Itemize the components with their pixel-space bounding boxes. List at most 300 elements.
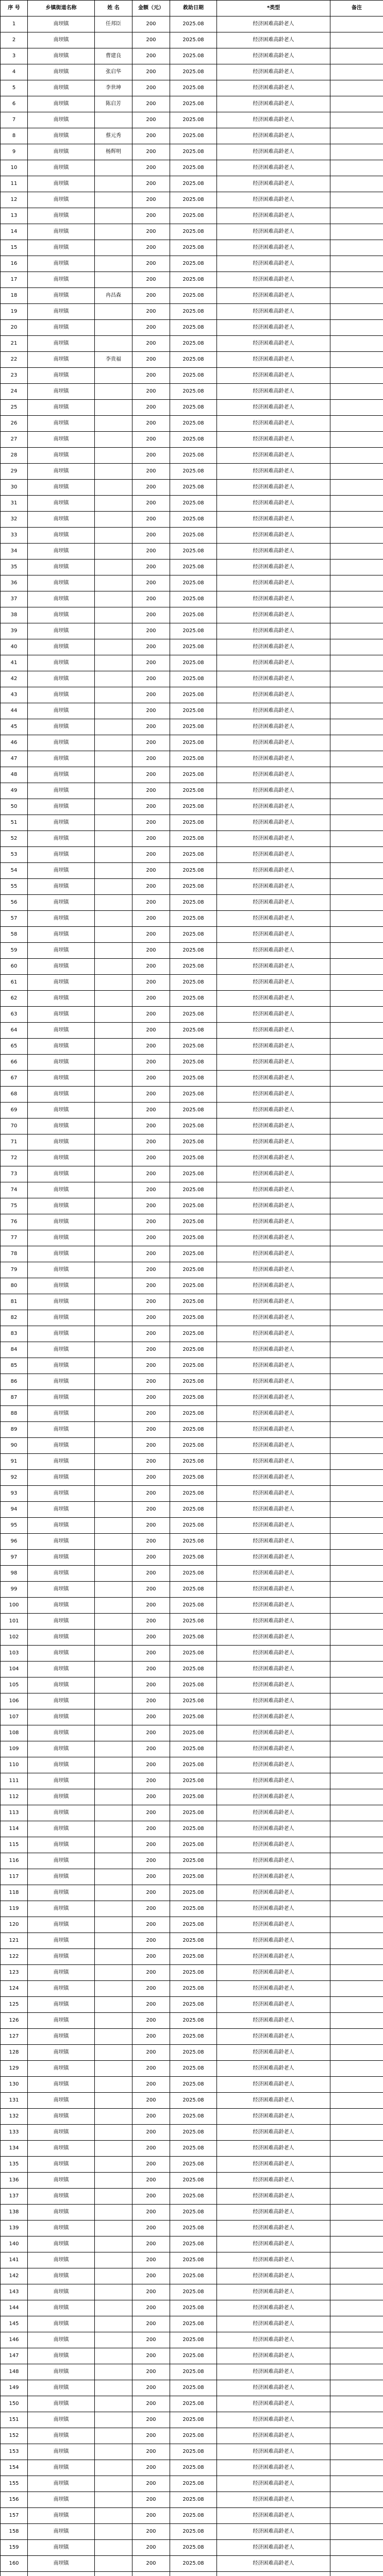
cell-amount: 200	[132, 2364, 170, 2380]
table-row	[1, 1055, 383, 1071]
cell-amount: 200	[132, 1646, 170, 1662]
table-row	[1, 655, 383, 671]
table-row	[1, 1262, 383, 1278]
cell-type: 经济困难高龄老人	[217, 2364, 330, 2380]
cell-remark	[330, 1230, 383, 1246]
cell-type: 经济困难高龄老人	[217, 1773, 330, 1789]
cell-type: 经济困难高龄老人	[217, 1023, 330, 1039]
table-row	[1, 1294, 383, 1310]
cell-name	[95, 2205, 132, 2221]
cell-index: 75	[1, 1198, 28, 1214]
cell-index: 13	[1, 208, 28, 224]
cell-index: 95	[1, 1518, 28, 1534]
cell-index: 115	[1, 1837, 28, 1853]
cell-date: 2025.08	[170, 176, 217, 192]
cell-date: 2025.08	[170, 1582, 217, 1598]
cell-name	[95, 623, 132, 639]
cell-type: 经济困难高龄老人	[217, 751, 330, 767]
cell-remark	[330, 1789, 383, 1805]
table-row	[1, 975, 383, 991]
cell-amount: 200	[132, 1853, 170, 1869]
table-row	[1, 2300, 383, 2316]
cell-name	[95, 1773, 132, 1789]
cell-type: 经济困难高龄老人	[217, 687, 330, 703]
cell-amount: 200	[132, 1039, 170, 1055]
cell-remark	[330, 272, 383, 288]
cell-remark	[330, 1837, 383, 1853]
cell-index: 93	[1, 1486, 28, 1502]
cell-amount: 200	[132, 1885, 170, 1901]
cell-date: 2025.08	[170, 2109, 217, 2125]
table-row	[1, 2572, 383, 2576]
cell-date: 2025.08	[170, 783, 217, 799]
cell-amount: 200	[132, 2077, 170, 2093]
cell-type: 经济困难高龄老人	[217, 1134, 330, 1150]
cell-index: 132	[1, 2109, 28, 2125]
cell-town: 南坝镇	[28, 2236, 95, 2252]
table-row	[1, 1278, 383, 1294]
cell-town: 南坝镇	[28, 16, 95, 32]
cell-name	[95, 2380, 132, 2396]
cell-amount: 200	[132, 2348, 170, 2364]
cell-index: 98	[1, 1566, 28, 1582]
cell-date: 2025.08	[170, 1837, 217, 1853]
cell-amount: 200	[132, 1198, 170, 1214]
cell-town: 南坝镇	[28, 464, 95, 480]
cell-name	[95, 847, 132, 863]
cell-type: 经济困难高龄老人	[217, 1853, 330, 1869]
cell-index: 100	[1, 1598, 28, 1614]
cell-type: 经济困难高龄老人	[217, 2157, 330, 2173]
cell-town: 南坝镇	[28, 2300, 95, 2316]
cell-town: 南坝镇	[28, 208, 95, 224]
cell-date: 2025.08	[170, 528, 217, 544]
cell-date: 2025.08	[170, 400, 217, 416]
cell-name	[95, 943, 132, 959]
cell-type: 经济困难高龄老人	[217, 1358, 330, 1374]
cell-index: 102	[1, 1630, 28, 1646]
cell-remark	[330, 1390, 383, 1406]
cell-type: 经济困难高龄老人	[217, 128, 330, 144]
cell-remark	[330, 799, 383, 815]
cell-name	[95, 1709, 132, 1725]
cell-name	[95, 1917, 132, 1933]
table-row	[1, 895, 383, 911]
table-row	[1, 2189, 383, 2205]
cell-amount: 200	[132, 320, 170, 336]
cell-amount: 200	[132, 895, 170, 911]
cell-type: 经济困难高龄老人	[217, 2396, 330, 2412]
cell-date: 2025.08	[170, 1518, 217, 1534]
cell-index: 116	[1, 1853, 28, 1869]
table-row	[1, 1965, 383, 1981]
cell-type: 经济困难高龄老人	[217, 2284, 330, 2300]
cell-index: 32	[1, 512, 28, 528]
cell-type: 经济困难高龄老人	[217, 32, 330, 48]
cell-amount: 200	[132, 687, 170, 703]
cell-remark	[330, 1087, 383, 1103]
cell-town: 南坝镇	[28, 911, 95, 927]
cell-remark	[330, 1454, 383, 1470]
cell-town: 南坝镇	[28, 2189, 95, 2205]
cell-town: 南坝镇	[28, 2045, 95, 2061]
table-row	[1, 2284, 383, 2300]
cell-type: 经济困难高龄老人	[217, 1789, 330, 1805]
cell-amount: 200	[132, 1550, 170, 1566]
table-row	[1, 144, 383, 160]
table-row	[1, 2428, 383, 2444]
cell-index: 21	[1, 336, 28, 352]
cell-remark	[330, 767, 383, 783]
cell-remark	[330, 64, 383, 80]
cell-amount: 200	[132, 911, 170, 927]
cell-date: 2025.08	[170, 895, 217, 911]
cell-name	[95, 512, 132, 528]
cell-type: 经济困难高龄老人	[217, 1885, 330, 1901]
cell-name	[95, 544, 132, 560]
cell-type: 经济困难高龄老人	[217, 783, 330, 799]
cell-name	[95, 1486, 132, 1502]
cell-town: 南坝镇	[28, 1677, 95, 1693]
cell-type: 经济困难高龄老人	[217, 623, 330, 639]
cell-name	[95, 2316, 132, 2332]
table-row	[1, 1853, 383, 1869]
cell-name	[95, 1693, 132, 1709]
cell-amount: 200	[132, 2268, 170, 2284]
cell-type: 经济困难高龄老人	[217, 1598, 330, 1614]
table-row	[1, 1246, 383, 1262]
cell-name	[95, 2556, 132, 2572]
cell-index: 44	[1, 703, 28, 719]
cell-amount: 200	[132, 272, 170, 288]
cell-date: 2025.08	[170, 160, 217, 176]
cell-type: 经济困难高龄老人	[217, 384, 330, 400]
cell-date: 2025.08	[170, 1965, 217, 1981]
cell-amount: 200	[132, 32, 170, 48]
cell-type: 经济困难高龄老人	[217, 1550, 330, 1566]
cell-type: 经济困难高龄老人	[217, 2476, 330, 2492]
cell-type: 经济困难高龄老人	[217, 2252, 330, 2268]
cell-remark	[330, 911, 383, 927]
cell-date: 2025.08	[170, 1118, 217, 1134]
cell-index: 155	[1, 2476, 28, 2492]
cell-town: 南坝镇	[28, 879, 95, 895]
table-row	[1, 991, 383, 1007]
cell-name	[95, 1885, 132, 1901]
cell-town: 南坝镇	[28, 959, 95, 975]
cell-date: 2025.08	[170, 480, 217, 496]
table-row	[1, 1837, 383, 1853]
cell-name	[95, 991, 132, 1007]
cell-amount: 200	[132, 1262, 170, 1278]
cell-remark	[330, 1677, 383, 1693]
cell-index: 25	[1, 400, 28, 416]
cell-remark	[330, 288, 383, 304]
cell-name	[95, 176, 132, 192]
cell-index: 55	[1, 879, 28, 895]
cell-index: 141	[1, 2252, 28, 2268]
cell-town: 南坝镇	[28, 1997, 95, 2013]
cell-amount: 200	[132, 927, 170, 943]
cell-town: 南坝镇	[28, 1087, 95, 1103]
cell-index: 71	[1, 1134, 28, 1150]
cell-index: 156	[1, 2492, 28, 2508]
cell-remark	[330, 1278, 383, 1294]
cell-index: 82	[1, 1310, 28, 1326]
cell-index: 101	[1, 1614, 28, 1630]
cell-name	[95, 368, 132, 384]
cell-amount: 200	[132, 352, 170, 368]
cell-remark	[330, 2300, 383, 2316]
cell-name	[95, 2029, 132, 2045]
cell-type: 经济困难高龄老人	[217, 2556, 330, 2572]
cell-type: 经济困难高龄老人	[217, 1614, 330, 1630]
cell-type: 经济困难高龄老人	[217, 80, 330, 96]
cell-name	[95, 2061, 132, 2077]
cell-index: 11	[1, 176, 28, 192]
cell-amount: 200	[132, 815, 170, 831]
cell-name	[95, 2508, 132, 2524]
cell-date: 2025.08	[170, 799, 217, 815]
cell-amount: 200	[132, 2556, 170, 2572]
cell-name	[95, 1390, 132, 1406]
cell-name	[95, 1933, 132, 1949]
cell-index: 16	[1, 256, 28, 272]
cell-index: 39	[1, 623, 28, 639]
cell-amount: 200	[132, 1278, 170, 1294]
cell-date: 2025.08	[170, 927, 217, 943]
table-row	[1, 2109, 383, 2125]
cell-type: 经济困难高龄老人	[217, 96, 330, 112]
cell-town: 南坝镇	[28, 2109, 95, 2125]
table-row	[1, 799, 383, 815]
cell-type: 经济困难高龄老人	[217, 2141, 330, 2157]
cell-name: 张启华	[95, 64, 132, 80]
cell-type: 经济困难高龄老人	[217, 176, 330, 192]
cell-town: 南坝镇	[28, 416, 95, 432]
cell-date: 2025.08	[170, 240, 217, 256]
cell-date: 2025.08	[170, 2428, 217, 2444]
cell-remark	[330, 144, 383, 160]
cell-date: 2025.08	[170, 1198, 217, 1214]
cell-date: 2025.08	[170, 1885, 217, 1901]
cell-town: 南坝镇	[28, 1198, 95, 1214]
cell-type: 经济困难高龄老人	[217, 1118, 330, 1134]
cell-index: 134	[1, 2141, 28, 2157]
cell-type: 经济困难高龄老人	[217, 2380, 330, 2396]
cell-town: 南坝镇	[28, 1454, 95, 1470]
cell-town: 南坝镇	[28, 272, 95, 288]
cell-town: 南坝镇	[28, 1406, 95, 1422]
cell-name	[95, 2572, 132, 2576]
cell-remark	[330, 1294, 383, 1310]
cell-town: 南坝镇	[28, 1214, 95, 1230]
header-cell-type: *类型	[217, 1, 330, 16]
cell-date: 2025.08	[170, 16, 217, 32]
cell-remark	[330, 1470, 383, 1486]
cell-remark	[330, 1534, 383, 1550]
cell-type: 经济困难高龄老人	[217, 2189, 330, 2205]
cell-amount: 200	[132, 432, 170, 448]
cell-type: 经济困难高龄老人	[217, 1502, 330, 1518]
cell-type: 经济困难高龄老人	[217, 1214, 330, 1230]
cell-name	[95, 1837, 132, 1853]
cell-town: 南坝镇	[28, 1055, 95, 1071]
table-row	[1, 208, 383, 224]
cell-remark	[330, 2524, 383, 2540]
cell-remark	[330, 1374, 383, 1390]
cell-town: 南坝镇	[28, 176, 95, 192]
cell-date: 2025.08	[170, 671, 217, 687]
cell-town: 南坝镇	[28, 192, 95, 208]
cell-index: 4	[1, 64, 28, 80]
cell-remark	[330, 1150, 383, 1166]
cell-index: 76	[1, 1214, 28, 1230]
cell-remark	[330, 927, 383, 943]
cell-town: 南坝镇	[28, 1358, 95, 1374]
cell-amount: 200	[132, 1182, 170, 1198]
cell-remark	[330, 1885, 383, 1901]
cell-remark	[330, 2364, 383, 2380]
table-row	[1, 1885, 383, 1901]
cell-name	[95, 1118, 132, 1134]
cell-amount: 200	[132, 560, 170, 575]
cell-index: 86	[1, 1374, 28, 1390]
cell-remark	[330, 2476, 383, 2492]
cell-type: 经济困难高龄老人	[217, 1055, 330, 1071]
cell-amount: 200	[132, 767, 170, 783]
table-row	[1, 1757, 383, 1773]
cell-index: 80	[1, 1278, 28, 1294]
cell-index: 150	[1, 2396, 28, 2412]
cell-remark	[330, 1725, 383, 1741]
cell-type: 经济困难高龄老人	[217, 560, 330, 575]
cell-type: 经济困难高龄老人	[217, 1278, 330, 1294]
cell-amount: 200	[132, 1438, 170, 1454]
cell-type: 经济困难高龄老人	[217, 1917, 330, 1933]
cell-date: 2025.08	[170, 32, 217, 48]
cell-amount: 200	[132, 1134, 170, 1150]
cell-index: 47	[1, 751, 28, 767]
cell-remark	[330, 2029, 383, 2045]
cell-date: 2025.08	[170, 1023, 217, 1039]
cell-date: 2025.08	[170, 1390, 217, 1406]
cell-amount: 200	[132, 1662, 170, 1677]
cell-amount: 200	[132, 1677, 170, 1693]
cell-amount: 200	[132, 751, 170, 767]
cell-town: 南坝镇	[28, 2508, 95, 2524]
cell-name	[95, 1103, 132, 1118]
cell-name	[95, 2252, 132, 2268]
table-row	[1, 1310, 383, 1326]
table-row	[1, 1741, 383, 1757]
cell-name	[95, 336, 132, 352]
cell-remark	[330, 783, 383, 799]
cell-amount: 200	[132, 2508, 170, 2524]
cell-name	[95, 1454, 132, 1470]
cell-town: 南坝镇	[28, 2380, 95, 2396]
cell-town: 南坝镇	[28, 240, 95, 256]
cell-name	[95, 639, 132, 655]
cell-town: 南坝镇	[28, 975, 95, 991]
cell-index: 68	[1, 1087, 28, 1103]
cell-name: 任邦臣	[95, 16, 132, 32]
table-row	[1, 623, 383, 639]
cell-date: 2025.08	[170, 1470, 217, 1486]
cell-type: 经济困难高龄老人	[217, 2125, 330, 2141]
cell-date: 2025.08	[170, 575, 217, 591]
cell-amount: 200	[132, 1773, 170, 1789]
cell-amount: 200	[132, 80, 170, 96]
cell-name	[95, 1789, 132, 1805]
cell-date: 2025.08	[170, 1246, 217, 1262]
table-row	[1, 224, 383, 240]
cell-town: 南坝镇	[28, 528, 95, 544]
cell-type: 经济困难高龄老人	[217, 512, 330, 528]
cell-remark	[330, 2316, 383, 2332]
cell-name	[95, 1150, 132, 1166]
cell-remark	[330, 1901, 383, 1917]
cell-name	[95, 384, 132, 400]
cell-date: 2025.08	[170, 1230, 217, 1246]
cell-name	[95, 2077, 132, 2093]
cell-amount: 200	[132, 448, 170, 464]
cell-town: 南坝镇	[28, 32, 95, 48]
cell-name	[95, 1518, 132, 1534]
cell-remark	[330, 2508, 383, 2524]
cell-name	[95, 560, 132, 575]
cell-index: 146	[1, 2332, 28, 2348]
cell-index: 149	[1, 2380, 28, 2396]
cell-type: 经济困难高龄老人	[217, 943, 330, 959]
cell-amount: 200	[132, 1709, 170, 1725]
cell-name	[95, 112, 132, 128]
cell-index: 3	[1, 48, 28, 64]
cell-index: 133	[1, 2125, 28, 2141]
cell-name	[95, 831, 132, 847]
cell-type: 经济困难高龄老人	[217, 767, 330, 783]
cell-remark	[330, 1965, 383, 1981]
cell-amount: 200	[132, 2412, 170, 2428]
cell-town	[28, 2572, 95, 2576]
table-row	[1, 735, 383, 751]
cell-index: 157	[1, 2508, 28, 2524]
table-row	[1, 192, 383, 208]
cell-amount: 200	[132, 496, 170, 512]
cell-date: 2025.08	[170, 2125, 217, 2141]
cell-type: 经济困难高龄老人	[217, 1630, 330, 1646]
table-row	[1, 400, 383, 416]
cell-amount: 200	[132, 384, 170, 400]
cell-remark	[330, 1582, 383, 1598]
cell-town: 南坝镇	[28, 1981, 95, 1997]
cell-date: 2025.08	[170, 2252, 217, 2268]
table-row	[1, 2061, 383, 2077]
cell-town: 南坝镇	[28, 1039, 95, 1055]
table-row	[1, 639, 383, 655]
cell-name	[95, 2284, 132, 2300]
cell-amount: 200	[132, 304, 170, 320]
cell-index: 62	[1, 991, 28, 1007]
cell-type: 经济困难高龄老人	[217, 1997, 330, 2013]
table-row	[1, 432, 383, 448]
cell-index: 36	[1, 575, 28, 591]
cell-type: 经济困难高龄老人	[217, 2029, 330, 2045]
table-row	[1, 1214, 383, 1230]
cell-name	[95, 591, 132, 607]
cell-amount: 200	[132, 1023, 170, 1039]
cell-town: 南坝镇	[28, 1230, 95, 1246]
